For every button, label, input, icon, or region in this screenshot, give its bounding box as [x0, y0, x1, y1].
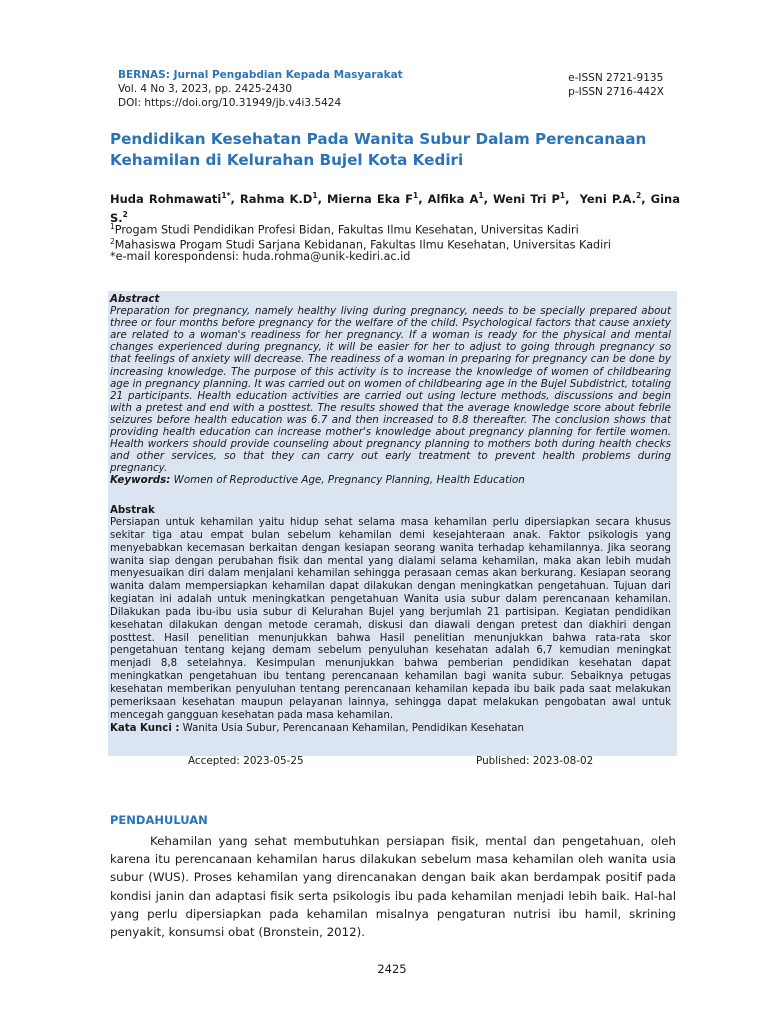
keywords-line — [110, 474, 671, 486]
email-text: e-mail korespondensi: huda.rohma@unik-kediri.ac.id — [115, 250, 411, 263]
published-date: Published: 2023-08-02 — [476, 755, 594, 767]
abstrak-heading: Abstrak — [110, 505, 155, 516]
intro-paragraph: Kehamilan yang sehat membutuhkan persiapan fisik, mental dan pengetahuan, oleh karena itu perencanaan kehamilan harus dilakukan sebelum masa kehamilan oleh wanita usia subur (WUS). Proses kehamilan yang direncanakan dengan baik akan berdampak positif pada kondisi janin dan adaptasi fisik serta psikologis ibu pada kehamilan menjadi lebih baik. Hal-hal yang perlu dipersiapkan pada kehamilan misalnya pengaturan nutrisi ibu hamil, skrining penyakit, konsumsi obat (Bronstein, 2012). — [110, 834, 676, 940]
author-name: Gina S. — [110, 191, 681, 225]
author-affil-marker: 1 — [478, 191, 484, 200]
journal-name: BERNAS: Jurnal Pengabdian Kepada Masyarakat — [118, 69, 403, 81]
abstrak-text: Persiapan untuk kehamilan yaitu hidup sehat selama masa kehamilan perlu dipersiapkan secara khusus sekitar tiga atau empat bulan sebelum kehamilan demi kesejahteraan anak. Faktor psikologis yang menyebabkan kecemasan berkaitan dengan kesiapan seorang wanita terhadap kehamilannya. Jika seorang wanita siap dengan perubahan fisik dan mental yang dialami selama kehamilan, maka akan lebih mudah menyesuaikan diri dalam menjalani kehamilan sehingga perasaan cemas akan berkurang. Kesiapan seorang wanita dalam mempersiapkan kehamilan dapat dilakukan dengan meningkatkan pengetahuan. Tujuan dari kegiatan ini adalah untuk meningkatkan pengetahuan Wanita usia subur dalam perencanaan kehamilan. Dilakukan pada ibu-ibu usia subur di Kelurahan Bujel yang berjumlah 21 partisipan. Kegiatan pendidikan kesehatan dilakukan dengan metode ceramah, diskusi dan diawali dengan pretest dan diakhiri dengan posttest. Hasil penelitian menunjukkan bahwa Hasil penelitian menunjukkan bahwa rata-rata skor pengetahuan tentang kejang demam sebelum penyuluhan kesehatan adalah 6,7 kemudian meningkat menjadi 8,8 setelahnya. Kesimpulan menunjukkan bahwa pemberian pendidikan kesehatan dapat meningkatkan pengetahuan ibu tentang perencanaan kehamilan bagi wanita subur. Sebaiknya petugas kesehatan memberikan penyuluhan tentang perencanaan kehamilan kepada ibu baik pada saat melakukan pemeriksaan kesehatan maupun pelayanan lainnya, sehingga dapat melakukan pengobatan awal untuk mencegah gangguan kesehatan pada masa kehamilan. — [110, 517, 671, 721]
affiliation-text: Mahasiswa Progam Studi Sarjana Kebidanan, Fakultas Ilmu Kesehatan, Universitas Kadiri — [114, 238, 611, 252]
page-number: 2425 — [377, 962, 407, 976]
section-heading: PENDAHULUAN — [110, 813, 208, 827]
author-name: Huda Rohmawati — [110, 191, 222, 206]
issn-info — [568, 71, 664, 99]
journal-info — [118, 68, 403, 110]
keywords-text: Women of Reproductive Age, Pregnancy Planning, Health Education — [170, 474, 525, 487]
pissn: p-ISSN 2716-442X — [568, 86, 664, 98]
volume-info: Vol. 4 No 3, 2023, pp. 2425-2430 — [118, 83, 293, 95]
author-name: Yeni P.A. — [579, 191, 637, 206]
accepted-date: Accepted: 2023-05-25 — [188, 755, 304, 767]
abstract-heading: Abstract — [110, 293, 160, 305]
abstract-text: Preparation for pregnancy, namely healthy living during pregnancy, needs to be specially prepared about three or four months before pregnancy for the welfare of the child. Psychological factors that cause anxiety are related to a woman's readiness for her pregnancy. If a woman is ready for the physical and mental changes experienced during pregnancy, it will be easier for her to adjust to going through pregnancy so that feelings of anxiety will decrease. The readiness of a woman in preparing for pregnancy can be done by increasing knowledge. The purpose of this activity is to increase the knowledge of women of childbearing age in pregnancy planning. It was carried out on women of childbearing age in the Bujel Subdistrict, totaling 21 participants. Health education activities are carried out using lecture methods, discussions and begin with a pretest and end with a posttest. The results showed that the average knowledge score about febrile seizures before health education was 6.7 and then increased to 8.8 thereafter. The conclusion shows that providing health education can increase mother's knowledge about pregnancy planning for fertile women. Health workers should provide counseling about pregnancy planning to mothers both during health checks and other services, so that they can carry out early treatment to prevent health problems during pregnancy. — [110, 305, 671, 475]
abstract-indonesian — [110, 505, 671, 735]
author-affil-marker: 1* — [221, 191, 231, 200]
affiliation-text: Progam Studi Pendidikan Profesi Bidan, Fakultas Ilmu Kesehatan, Universitas Kadiri — [114, 223, 579, 237]
journal-header — [118, 68, 664, 110]
author-affil-marker: 1 — [312, 191, 318, 200]
author-affil-marker: 2 — [636, 191, 642, 200]
kata-kunci-text: Wanita Usia Subur, Perencanaan Kehamilan, Pendidikan Kesehatan — [179, 722, 524, 734]
abstract-english — [110, 293, 671, 487]
keywords-label: Keywords: — [110, 474, 171, 487]
author-affil-marker: 1 — [413, 191, 419, 200]
author-name: Mierna Eka F — [326, 191, 413, 206]
paper-title: Pendidikan Kesehatan Pada Wanita Subur Dalam Perencanaan Kehamilan di Kelurahan Bujel Kota Kediri — [110, 130, 647, 169]
author-affil-marker: 2 — [122, 209, 128, 219]
doi-link[interactable]: DOI: https://doi.org/10.31949/jb.v4i3.5424 — [118, 97, 342, 109]
affil-marker: 2 — [110, 237, 115, 246]
affil-marker: 1 — [110, 222, 115, 231]
kata-kunci-line — [110, 723, 671, 736]
author-affil-marker: 1 — [559, 191, 566, 200]
author-name: Weni Tri P — [493, 191, 560, 206]
author-name: Rahma K.D — [239, 191, 313, 206]
eissn: e-ISSN 2721-9135 — [568, 72, 664, 84]
email-marker: * — [110, 250, 116, 263]
author-name: Alfika A — [427, 191, 479, 206]
author-list: Huda Rohmawati$^{1*}$, Rahma $K.D^1$, Mierna Eka $F^1$, Alfika $A^1$, Weni Tri $P^1$, Yeni P.A.$^2$, Gina S.$^2$ — [110, 191, 681, 225]
correspondence-email — [110, 249, 410, 264]
kata-kunci-label: Kata Kunci : — [110, 722, 180, 734]
